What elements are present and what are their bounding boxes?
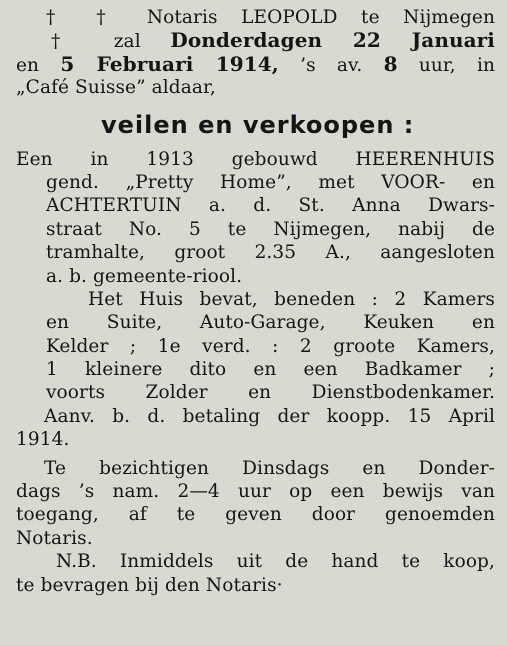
headline: veilen en verkoopen :: [101, 110, 415, 139]
intro-line-2: [16, 29, 495, 52]
intro-line-4: „Café Suisse” aldaar,: [16, 77, 216, 99]
property-line: a. b. gemeente-riool.: [46, 265, 243, 287]
house-line: 1 kleinere dito en een Badkamer ;: [46, 359, 495, 381]
viewing-line: Notaris.: [16, 527, 93, 549]
viewing-line: dags ’s nam. 2—4 uur op een bewijs van: [16, 481, 495, 503]
property-line: tramhalte, groot 2.35 A., aangesloten: [46, 242, 495, 264]
second-date: 5 Februari 1914,: [60, 51, 279, 76]
viewing-line: toegang, af te geven door genoemden: [16, 504, 495, 526]
acceptance-line: 1914.: [16, 429, 70, 451]
property-line: ACHTERTUIN a. d. St. Anna Dwars-: [46, 195, 495, 217]
auction-dates: Donderdagen 22 Januari: [170, 28, 495, 53]
viewing-line: Te bezichtigen Dinsdags en Donder-: [44, 457, 495, 479]
evening-label: ’s av.: [300, 54, 363, 76]
property-line: Een in 1913 gebouwd HEERENHUIS: [16, 148, 495, 170]
intro-line-1: † † Notaris LEOPOLD te Nijmegen: [46, 7, 495, 28]
house-line: Kelder ; 1e verd. : 2 groote Kamers,: [46, 335, 495, 357]
house-line: en Suite, Auto-Garage, Keuken en: [46, 312, 495, 334]
property-line: gend. „Pretty Home”, met VOOR- en: [46, 171, 495, 193]
auction-hour: 8: [383, 51, 398, 76]
house-line: voorts Zolder en Dienstbodenkamer.: [46, 382, 495, 404]
note-line: te bevragen bij den Notaris·: [16, 574, 283, 596]
note-line: N.B. Inmiddels uit de hand te koop,: [56, 551, 495, 573]
house-line: Het Huis bevat, beneden : 2 Kamers: [88, 288, 495, 310]
headline-row: [16, 110, 495, 140]
intro-and: en: [16, 54, 40, 76]
acceptance-line: Aanv. b. d. betaling der koopp. 15 April: [44, 405, 495, 427]
property-line: straat No. 5 te Nijmegen, nabij de: [46, 218, 495, 240]
intro-line-3: [16, 53, 495, 76]
hour-suffix: uur, in: [418, 54, 496, 76]
intro-dagger: † zal: [51, 31, 141, 53]
